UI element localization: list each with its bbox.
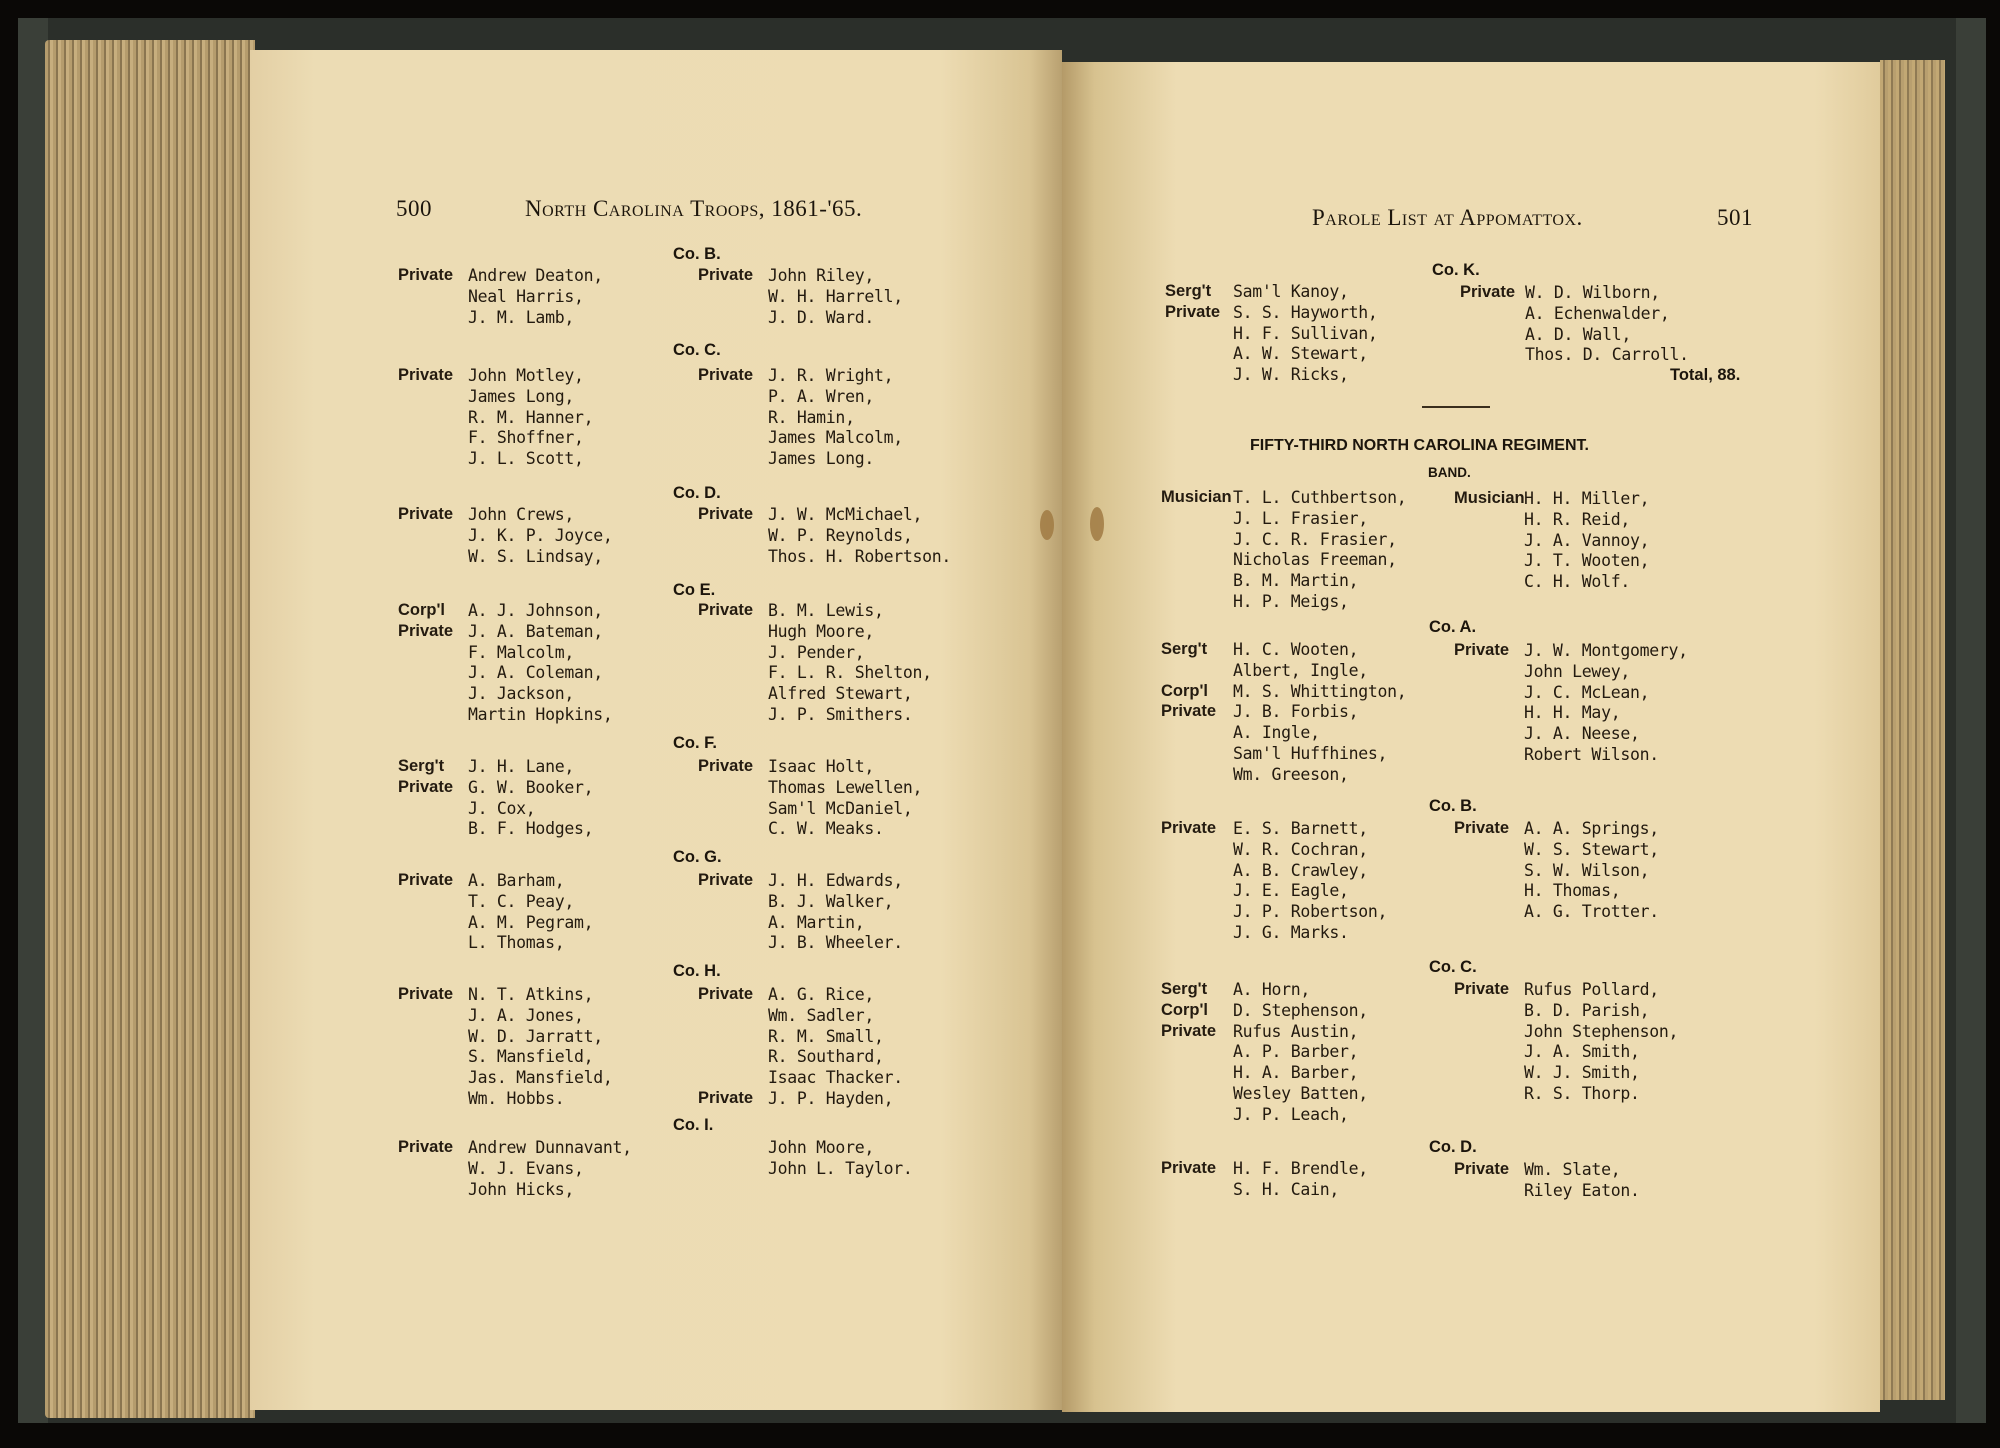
roster-name: J. P. Smithers. [768, 705, 913, 724]
roster-name: L. Thomas, [468, 933, 565, 953]
roster-name: Thos. D. Carroll. [1525, 345, 1689, 365]
rank-label: Musician [1454, 489, 1525, 507]
roster-name: S. H. Cain, [1233, 1179, 1339, 1199]
rank-label: Private [1161, 702, 1217, 721]
roster-name: Wm. Greeson, [1233, 764, 1349, 784]
roster-name: W. S. Lindsay, [468, 546, 603, 566]
left-page-header: North Carolina Troops, 1861-'65. [525, 196, 863, 221]
roster-name: J. A. Smith, [1524, 1042, 1640, 1062]
roster-name: J. B. Forbis, [1233, 702, 1359, 722]
company-heading: Co. D. [673, 484, 721, 502]
roster-name: John Riley, [768, 266, 874, 285]
rank-label: Private [1161, 1021, 1217, 1040]
roster-name: W. J. Evans, [468, 1158, 584, 1178]
roster-name: A. Ingle, [1233, 723, 1320, 743]
roster-name: F. L. R. Shelton, [768, 663, 932, 683]
rank-label: Musician [1161, 488, 1232, 506]
company-heading: Co. H. [673, 962, 721, 980]
rank-label: Private [698, 366, 754, 384]
roster-name: J. L. Frasier, [1233, 508, 1368, 528]
roster-name: W. D. Wilborn, [1525, 283, 1660, 302]
cover-edge-left [18, 18, 48, 1423]
roster-name: W. D. Jarratt, [468, 1026, 603, 1046]
roster-name: A. B. Crawley, [1233, 860, 1368, 880]
roster-name: A. A. Springs, [1524, 819, 1659, 838]
roster-name: Wm. Slate, [1524, 1160, 1621, 1179]
roster-name: H. A. Barber, [1233, 1063, 1359, 1083]
roster-name: T. C. Peay, [468, 891, 574, 911]
roster-name: B. D. Parish, [1524, 1000, 1650, 1020]
roster-name: S. W. Wilson, [1524, 860, 1650, 880]
roster-name: Sam'l Huffhines, [1233, 744, 1388, 763]
roster-name: R. M. Hanner, [468, 407, 594, 427]
company-heading: Co. D. [1429, 1138, 1477, 1156]
roster-name: Thomas Lewellen, [768, 777, 923, 797]
roster-name: G. W. Booker, [468, 777, 594, 797]
roster-name: B. J. Walker, [768, 891, 894, 911]
rank-label: Corp'l [398, 601, 446, 619]
roster-name: James Long. [768, 449, 874, 469]
roster-name: H. P. Meigs, [1233, 592, 1349, 611]
company-heading: Co. C. [673, 341, 721, 359]
roster-name: J. R. Wright, [768, 366, 894, 385]
roster-name: J. K. P. Joyce, [468, 525, 613, 545]
roster-name: C. W. Meaks. [768, 819, 884, 839]
roster-name: E. S. Barnett, [1233, 819, 1368, 838]
roster-name: Andrew Dunnavant, [468, 1138, 632, 1157]
roster-name: B. F. Hodges, [468, 819, 594, 839]
roster-name: Nicholas Freeman, [1233, 550, 1397, 570]
roster-name: W. S. Stewart, [1524, 839, 1659, 859]
roster-name: J. A. Vannoy, [1524, 530, 1650, 550]
rank-label: Private [698, 871, 754, 889]
roster-name: N. T. Atkins, [468, 985, 594, 1004]
roster-name: J. A. Neese, [1524, 724, 1640, 744]
right-page [1062, 62, 1880, 1412]
roster-name: R. Southard, [768, 1047, 884, 1067]
rank-label: Private [1454, 1160, 1510, 1178]
page-edges-right [1880, 60, 1945, 1400]
roster-name: Wm. Sadler, [768, 1005, 874, 1025]
roster-name: J. B. Wheeler. [768, 933, 903, 953]
roster-name: S. S. Hayworth, [1233, 302, 1378, 322]
roster-name: J. G. Marks. [1233, 923, 1349, 942]
roster-name: J. H. Edwards, [768, 871, 903, 890]
roster-name: John Lewey, [1524, 661, 1630, 681]
rank-label: Private [1161, 819, 1217, 837]
rank-label: Serg't [1161, 980, 1208, 998]
roster-name: J. D. Ward. [768, 307, 874, 327]
roster-name: Neal Harris, [468, 286, 584, 306]
rank-label: Private [1454, 980, 1510, 998]
rank-label: Private [698, 601, 754, 619]
roster-name: R. Hamin, [768, 407, 855, 427]
company-heading: Co. F. [673, 734, 717, 752]
roster-name: A. J. Johnson, [468, 601, 603, 620]
rank-label: Private [1454, 641, 1510, 659]
rank-label: Private [1460, 283, 1516, 301]
roster-name: T. L. Cuthbertson, [1233, 488, 1407, 507]
roster-name: C. H. Wolf. [1524, 572, 1630, 592]
roster-name: Hugh Moore, [768, 621, 874, 641]
page-edges-left [45, 40, 255, 1418]
roster-name: James Malcolm, [768, 428, 903, 448]
roster-name: R. S. Thorp. [1524, 1084, 1640, 1103]
rank-label: Private [398, 985, 454, 1003]
roster-name: H. C. Wooten, [1233, 640, 1359, 659]
roster-name: J. P. Leach, [1233, 1104, 1349, 1124]
roster-name: H. H. May, [1524, 703, 1621, 723]
roster-name: Alfred Stewart, [768, 684, 913, 704]
rank-label: Private [398, 505, 454, 523]
rank-label: Private [398, 621, 454, 640]
roster-name: H. Thomas, [1524, 881, 1621, 901]
roster-name: B. M. Martin, [1233, 571, 1359, 591]
company-heading: Co. G. [673, 848, 722, 866]
rank-label: Private [698, 266, 754, 284]
company-heading: Co. B. [673, 245, 721, 263]
rank-label: Private [398, 366, 454, 384]
company-heading: Co. K. [1432, 261, 1480, 279]
roster-name: John Stephenson, [1524, 1021, 1679, 1041]
roster-name: W. H. Harrell, [768, 286, 903, 306]
left-page-number: 500 [396, 196, 432, 221]
roster-name: A. M. Pegram, [468, 912, 594, 932]
roster-name: J. M. Lamb, [468, 307, 574, 327]
rank-label: Private [1454, 819, 1510, 837]
roster-name: Albert, Ingle, [1233, 660, 1368, 680]
roster-name: John Crews, [468, 505, 574, 524]
roster-name: S. Mansfield, [468, 1047, 594, 1067]
roster-name: Sam'l Kanoy, [1233, 282, 1349, 301]
roster-name: J. P. Hayden, [768, 1089, 894, 1108]
rank-label: Corp'l [1161, 1000, 1209, 1019]
roster-name: James Long, [468, 386, 574, 406]
roster-name: W. J. Smith, [1524, 1063, 1640, 1083]
roster-name: P. A. Wren, [768, 386, 874, 406]
company-heading: Co. C. [1429, 958, 1477, 976]
roster-name: F. Shoffner, [468, 428, 584, 448]
roster-name: Robert Wilson. [1524, 745, 1659, 764]
rank-label: Private [1165, 302, 1221, 321]
roster-name: Rufus Austin, [1233, 1021, 1359, 1041]
roster-name: W. P. Reynolds, [768, 525, 913, 545]
roster-name: B. M. Lewis, [768, 601, 884, 620]
roster-name: Andrew Deaton, [468, 266, 603, 285]
roster-name: J. A. Jones, [468, 1005, 584, 1025]
rank-label: Serg't [1165, 282, 1212, 300]
roster-name: Isaac Thacker. [768, 1068, 903, 1088]
left-page [250, 50, 1062, 1410]
roster-name: J. W. Montgomery, [1524, 641, 1688, 660]
roster-name: Isaac Holt, [768, 757, 874, 776]
regiment-title: FIFTY-THIRD NORTH CAROLINA REGIMENT. [1250, 437, 1589, 454]
roster-name: J. Jackson, [468, 684, 574, 704]
rank-label: Serg't [398, 757, 445, 775]
company-heading: Co. I. [673, 1116, 714, 1134]
roster-name: A. Martin, [768, 912, 865, 932]
roster-name: J. E. Eagle, [1233, 881, 1349, 901]
roster-name: John Hicks, [468, 1179, 574, 1199]
rank-label: Private [698, 985, 754, 1003]
right-page-number: 501 [1717, 205, 1753, 230]
roster-name: H. F. Brendle, [1233, 1159, 1368, 1178]
company-heading: Co E. [673, 581, 716, 599]
roster-name: J. Cox, [468, 798, 536, 818]
rank-label: Private [698, 1089, 754, 1107]
roster-name: R. M. Small, [768, 1026, 884, 1046]
rank-label: Private [398, 871, 454, 889]
roster-name: Wm. Hobbs. [468, 1089, 565, 1108]
rank-label: Private [698, 505, 754, 523]
roster-name: J. C. McLean, [1524, 682, 1650, 702]
total-count: Total, 88. [1670, 366, 1741, 384]
roster-name: Sam'l McDaniel, [768, 798, 913, 818]
rank-label: Serg't [1161, 640, 1208, 658]
rank-label: Corp'l [1161, 681, 1209, 700]
band-label: BAND. [1428, 465, 1471, 480]
rank-label: Private [1161, 1159, 1217, 1177]
roster-name: M. S. Whittington, [1233, 681, 1407, 701]
paper-stain [1090, 507, 1104, 541]
roster-name: J. W. McMichael, [768, 505, 923, 524]
roster-name: Thos. H. Robertson. [768, 546, 952, 566]
roster-name: Martin Hopkins, [468, 705, 613, 724]
roster-name: J. A. Bateman, [468, 621, 603, 641]
section-rule [1422, 406, 1490, 408]
roster-name: Jas. Mansfield, [468, 1068, 613, 1088]
roster-name: J. H. Lane, [468, 757, 574, 776]
paper-stain [1040, 510, 1054, 540]
roster-name: A. Horn, [1233, 980, 1311, 999]
rank-label: Private [398, 1138, 454, 1156]
roster-name: Wesley Batten, [1233, 1084, 1368, 1103]
rank-label: Private [398, 777, 454, 796]
roster-name: John L. Taylor. [768, 1158, 913, 1178]
roster-name: Rufus Pollard, [1524, 980, 1659, 999]
roster-name: Riley Eaton. [1524, 1180, 1640, 1200]
roster-name: J. C. R. Frasier, [1233, 529, 1397, 549]
roster-name: D. Stephenson, [1233, 1000, 1368, 1020]
roster-name: A. D. Wall, [1525, 324, 1631, 344]
roster-name: W. R. Cochran, [1233, 839, 1368, 859]
roster-name: A. G. Rice, [768, 985, 874, 1004]
roster-name: J. W. Ricks, [1233, 365, 1349, 385]
roster-name: J. T. Wooten, [1524, 551, 1650, 571]
roster-name: H. R. Reid, [1524, 509, 1630, 529]
roster-name: A. Barham, [468, 871, 565, 890]
rank-label: Private [698, 757, 754, 775]
company-heading: Co. A. [1429, 618, 1477, 636]
roster-name: John Motley, [468, 366, 584, 385]
roster-name: A. W. Stewart, [1233, 344, 1368, 364]
roster-name: A. G. Trotter. [1524, 902, 1659, 922]
roster-name: H. F. Sullivan, [1233, 323, 1378, 343]
right-page-header: Parole List at Appomattox. [1312, 205, 1583, 230]
roster-name: F. Malcolm, [468, 642, 574, 662]
roster-name: A. Echenwalder, [1525, 303, 1670, 323]
roster-name: J. A. Coleman, [468, 663, 603, 683]
company-heading: Co. B. [1429, 797, 1477, 815]
roster-name: A. P. Barber, [1233, 1042, 1359, 1062]
roster-name: J. P. Robertson, [1233, 902, 1388, 922]
roster-name: H. H. Miller, [1524, 489, 1650, 508]
roster-name: J. Pender, [768, 642, 865, 662]
cover-edge-right [1956, 18, 1986, 1423]
roster-name: John Moore, [768, 1138, 874, 1157]
rank-label: Private [398, 266, 454, 284]
roster-name: J. L. Scott, [468, 449, 584, 469]
